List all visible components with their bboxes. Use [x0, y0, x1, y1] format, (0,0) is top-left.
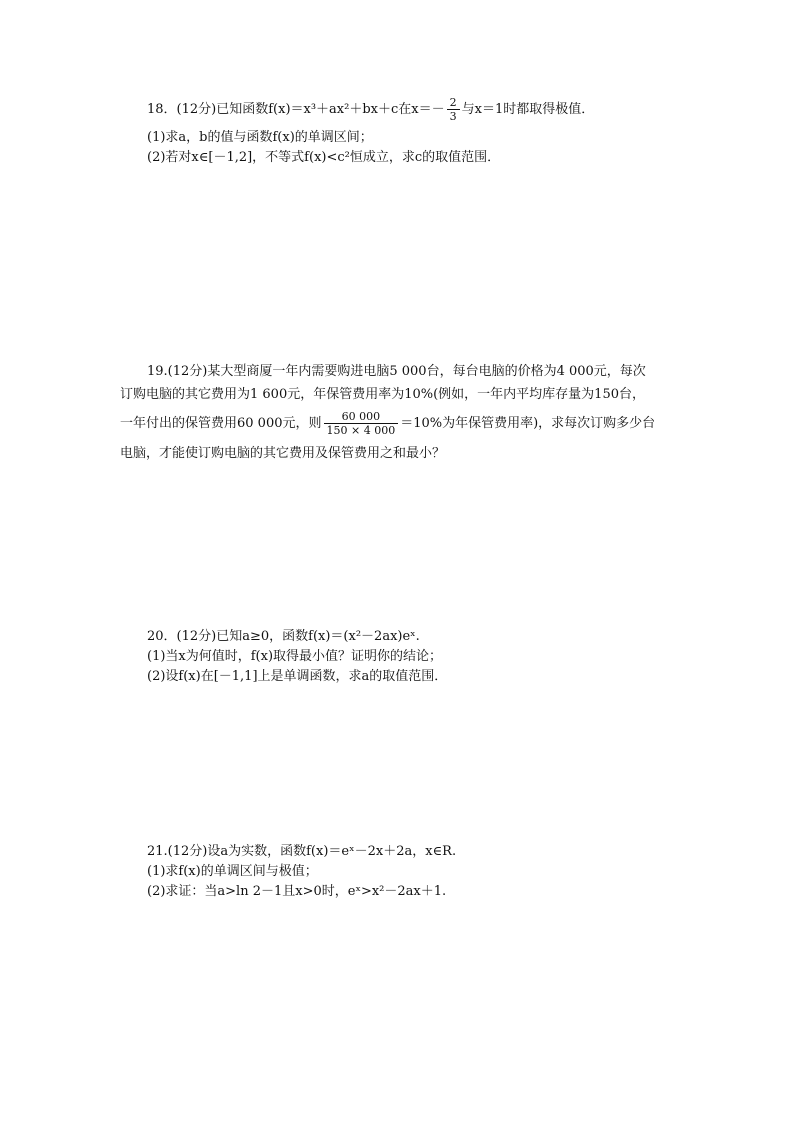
problem-21-stem: 21.(12分)设a为实数，函数f(x)＝eˣ－2x＋2a，x∈R.: [147, 844, 457, 859]
problem-20-question-1: (1)当x为何值时，f(x)取得最小值？证明你的结论；: [147, 649, 443, 664]
fraction-denominator: 3: [447, 109, 460, 123]
problem-18: [120, 92, 680, 168]
problem-21: [120, 842, 680, 902]
problem-18-stem-text-a: 18．(12分)已知函数f(x)＝x³＋ax²＋bx＋c在x＝－: [147, 102, 445, 117]
problem-21-question-2: (2)求证：当a>ln 2－1且x>0时，eˣ>x²－2ax＋1.: [147, 884, 447, 899]
problem-20-stem: 20．(12分)已知a≥0，函数f(x)＝(x²－2ax)eˣ.: [147, 629, 420, 644]
problem-18-stem: [120, 92, 680, 128]
problem-19-line-3-text-b: ＝10%为年保管费用率)，求每次订购多少台: [400, 416, 656, 431]
fraction-denominator: 150 × 4 000: [324, 423, 399, 437]
problem-19-line-3-text-a: 一年付出的保管费用60 000元，则: [120, 416, 322, 431]
problem-18-stem-text-b: 与x＝1时都取得极值．: [461, 102, 595, 117]
problem-19: [120, 360, 680, 465]
fraction-storage-rate: [324, 410, 399, 437]
problem-18-question-1: (1)求a，b的值与函数f(x)的单调区间；: [147, 130, 373, 145]
problem-19-line-1: 19.(12分)某大型商厦一年内需要购进电脑5 000台，每台电脑的价格为4 000元，每次: [147, 364, 646, 379]
fraction-numerator: 2: [449, 96, 457, 109]
problem-18-question-2: (2)若对x∈[－1,2]，不等式f(x)<c²恒成立，求c的取值范围．: [147, 150, 501, 165]
problem-19-line-4: 电脑，才能使订购电脑的其它费用及保管费用之和最小？: [120, 446, 446, 461]
problem-21-question-1: (1)求f(x)的单调区间与极值；: [147, 864, 318, 879]
problem-20: [120, 627, 680, 687]
fraction-numerator: 60 000: [341, 410, 381, 423]
problem-20-question-2: (2)设f(x)在[－1,1]上是单调函数，求a的取值范围．: [147, 669, 448, 684]
problem-19-line-3: [120, 406, 680, 442]
fraction-two-thirds: [447, 96, 460, 123]
problem-19-line-2: 订购电脑的其它费用为1 600元，年保管费用率为10%(例如，一年内平均库存量为150台，: [120, 387, 645, 402]
